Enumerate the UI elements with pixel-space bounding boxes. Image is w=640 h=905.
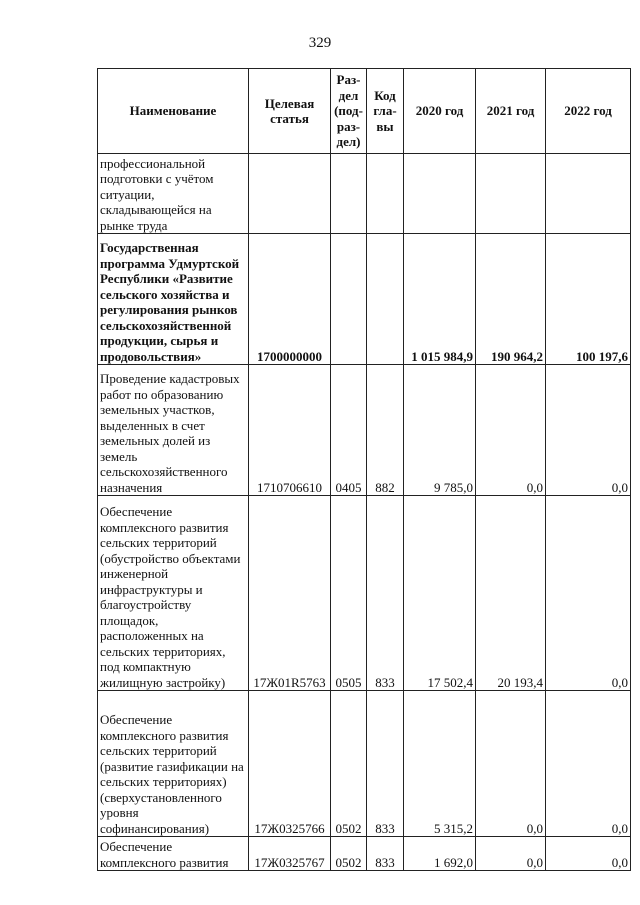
row-2020: 9 785,0 — [404, 365, 476, 496]
row-chapter: 882 — [367, 365, 404, 496]
row-2020: 1 692,0 — [404, 837, 476, 871]
row-name: Проведение кадастровых работ по образованию земельных участков, выделенных в счет земельных долей из земель сельскохозяйственного назначения — [98, 365, 249, 496]
header-chapter: Код гла-вы — [367, 69, 404, 154]
row-2020: 17 502,4 — [404, 496, 476, 691]
row-target — [249, 154, 331, 234]
row-2020 — [404, 154, 476, 234]
row-section: 0502 — [331, 691, 367, 837]
table-row — [98, 234, 631, 365]
table-row — [98, 691, 631, 837]
row-2021: 0,0 — [476, 365, 546, 496]
row-2022: 0,0 — [546, 496, 631, 691]
table-row — [98, 837, 631, 871]
header-2021: 2021 год — [476, 69, 546, 154]
row-name: Обеспечение комплексного развития сельских территорий (развитие газификации на сельских территориях) (сверхустановленного уровня софинансирования) — [98, 691, 249, 837]
row-2022: 0,0 — [546, 837, 631, 871]
row-target: 17Ж01R5763 — [249, 496, 331, 691]
header-2022: 2022 год — [546, 69, 631, 154]
row-2022: 0,0 — [546, 365, 631, 496]
budget-table — [97, 68, 631, 871]
row-2020: 5 315,2 — [404, 691, 476, 837]
row-2021 — [476, 154, 546, 234]
row-chapter: 833 — [367, 837, 404, 871]
header-target: Целевая статья — [249, 69, 331, 154]
row-name: профессиональной подготовки с учётом ситуации, складывающейся на рынке труда — [98, 154, 249, 234]
row-target: 17Ж0325767 — [249, 837, 331, 871]
row-2022: 100 197,6 — [546, 234, 631, 365]
table-row — [98, 496, 631, 691]
row-name: Обеспечение комплексного развития сельских территорий (обустройство объектами инженерной инфраструктуры и благоустройству площадок, расположенных на сельских территориях, под компактную жилищную застройку) — [98, 496, 249, 691]
row-section: 0405 — [331, 365, 367, 496]
row-chapter: 833 — [367, 691, 404, 837]
row-target: 17Ж0325766 — [249, 691, 331, 837]
header-name: Наименование — [98, 69, 249, 154]
row-name: Государственная программа Удмуртской Республики «Развитие сельского хозяйства и регулирования рынков сельскохозяйственной продукции, сырья и продовольствия» — [98, 234, 249, 365]
row-2021: 0,0 — [476, 691, 546, 837]
row-chapter — [367, 154, 404, 234]
page-number: 329 — [308, 35, 332, 51]
row-2022: 0,0 — [546, 691, 631, 837]
row-section — [331, 154, 367, 234]
row-section: 0505 — [331, 496, 367, 691]
row-section: 0502 — [331, 837, 367, 871]
row-chapter — [367, 234, 404, 365]
row-2021: 190 964,2 — [476, 234, 546, 365]
row-2020: 1 015 984,9 — [404, 234, 476, 365]
row-2022 — [546, 154, 631, 234]
row-2021: 0,0 — [476, 837, 546, 871]
header-row — [98, 69, 631, 154]
row-2021: 20 193,4 — [476, 496, 546, 691]
row-section — [331, 234, 367, 365]
header-section: Раз-дел (под-раз-дел) — [331, 69, 367, 154]
row-chapter: 833 — [367, 496, 404, 691]
row-name: Обеспечение комплексного развития — [98, 837, 249, 871]
table-row — [98, 365, 631, 496]
row-target: 1700000000 — [249, 234, 331, 365]
row-target: 1710706610 — [249, 365, 331, 496]
header-2020: 2020 год — [404, 69, 476, 154]
table-row — [98, 154, 631, 234]
